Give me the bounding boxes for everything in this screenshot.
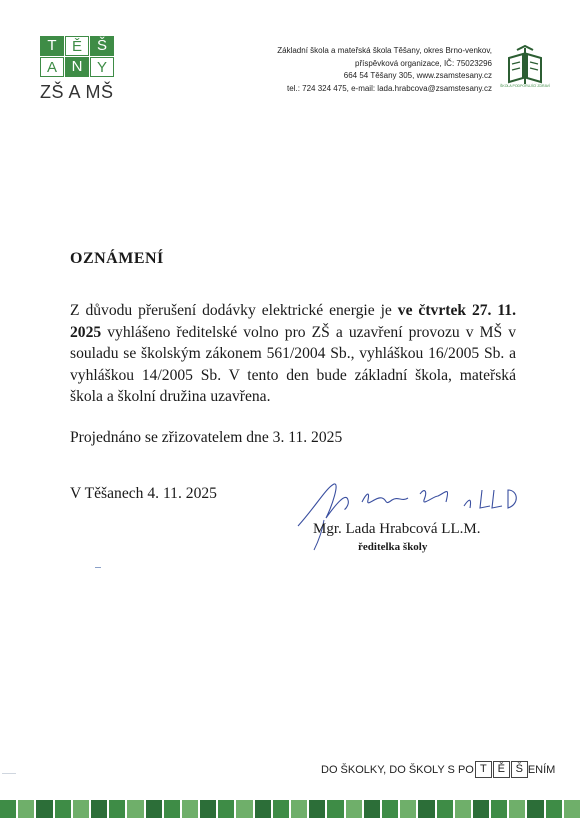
bar-segment (546, 800, 562, 818)
bar-segment (255, 800, 271, 818)
closure-date-highlight: ve čtvrtek 27. 11. 2025 (70, 302, 516, 341)
paragraph-text-end: vyhlášeno ředitelské volno pro ZŠ a uzavření provozu v MŠ v souladu se školským zákonem 561/2004 Sb., vyhláškou 16/2005 Sb. a vyhláškou 14/2005 Sb. V tento den bude základní škola, mateřská škola a školní družina uzavřena. (70, 323, 516, 405)
bar-segment (473, 800, 489, 818)
bar-segment (236, 800, 252, 818)
bar-segment (73, 800, 89, 818)
bar-segment (18, 800, 34, 818)
address-line-2: příspěvková organizace, IČ: 75023296 (355, 58, 492, 68)
stray-mark (2, 773, 16, 774)
bar-segment (418, 800, 434, 818)
slogan-box-letter: Š (511, 761, 528, 778)
bar-segment (127, 800, 143, 818)
bar-segment (527, 800, 543, 818)
bar-segment (491, 800, 507, 818)
document-title: OZNÁMENÍ (70, 250, 164, 267)
bar-segment (364, 800, 380, 818)
footer-decorative-bar (0, 800, 582, 818)
bar-segment (164, 800, 180, 818)
bar-segment (346, 800, 362, 818)
bar-segment (0, 800, 16, 818)
stray-mark (95, 567, 101, 568)
signatory-role: ředitelka školy (358, 541, 428, 553)
bar-segment (327, 800, 343, 818)
bar-segment (109, 800, 125, 818)
signatory-name: Mgr. Lada Hrabcová LL.M. (313, 521, 481, 537)
bar-segment (437, 800, 453, 818)
bar-segment (291, 800, 307, 818)
logo-cell: A (40, 57, 64, 77)
slogan-box-letter: Ě (493, 761, 510, 778)
logo-cell: Y (90, 57, 114, 77)
emblem-caption: ŠKOLA PODPORUJÍCÍ ZDRAVÍ (500, 84, 550, 88)
bar-segment (55, 800, 71, 818)
address-line-4: tel.: 724 324 475, e-mail: lada.hrabcova@zsamstesany.cz (287, 83, 492, 93)
bar-segment (91, 800, 107, 818)
bar-segment (309, 800, 325, 818)
bar-segment (200, 800, 216, 818)
bar-segment (509, 800, 525, 818)
slogan-suffix: ENÍM (527, 763, 556, 776)
school-address (277, 45, 492, 95)
bar-segment (564, 800, 580, 818)
slogan-box-letter: T (475, 761, 492, 778)
logo-subtitle: ZŠ A MŠ (40, 82, 114, 102)
logo-grid (40, 36, 114, 77)
bar-segment (455, 800, 471, 818)
bar-segment (36, 800, 52, 818)
bar-segment (382, 800, 398, 818)
slogan-prefix: DO ŠKOLKY, DO ŠKOLY S PO (321, 763, 474, 776)
bar-segment (400, 800, 416, 818)
announcement-paragraph (70, 300, 516, 408)
paragraph-text-start: Z důvodu přerušení dodávky elektrické energie je (70, 302, 398, 319)
bar-segment (182, 800, 198, 818)
logo-cell: Š (90, 36, 114, 56)
place-and-date: V Těšanech 4. 11. 2025 (70, 485, 217, 502)
discussed-note: Projednáno se zřizovatelem dne 3. 11. 2025 (70, 429, 343, 446)
address-line-3: 664 54 Těšany 305, www.zsamstesany.cz (343, 71, 492, 81)
logo-cell: N (65, 57, 89, 77)
logo-cell: T (40, 36, 64, 56)
bar-segment (273, 800, 289, 818)
address-line-1: Základní škola a mateřská škola Těšany, okres Brno-venkov, (277, 46, 492, 55)
logo-cell: Ě (65, 36, 89, 56)
footer-slogan (321, 761, 555, 778)
bar-segment (146, 800, 162, 818)
bar-segment (218, 800, 234, 818)
school-logo (40, 36, 114, 103)
